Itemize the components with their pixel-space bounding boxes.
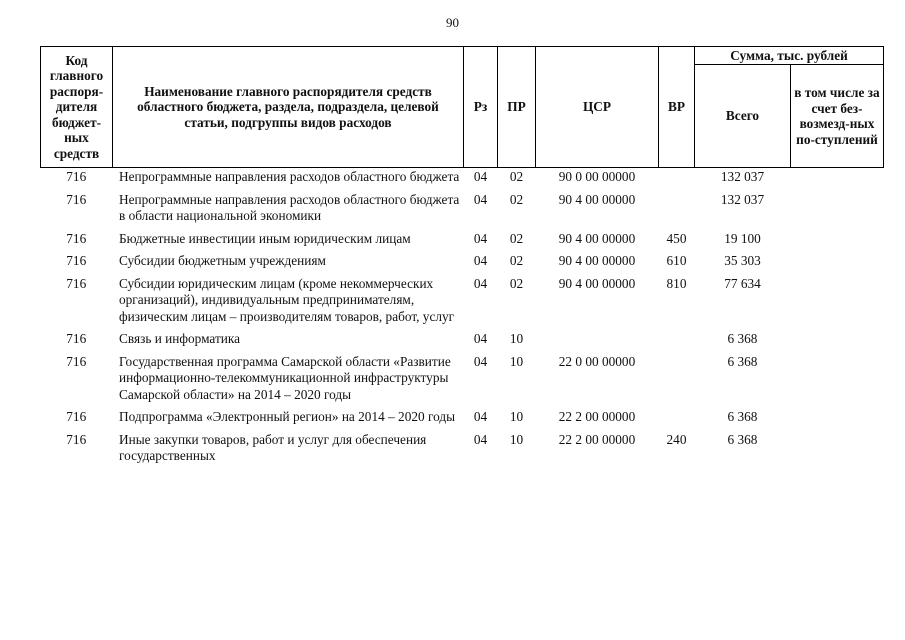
code-cell: 716: [66, 409, 87, 424]
pr-cell: 10: [509, 331, 524, 346]
rz-cell: 04: [473, 331, 488, 346]
including-cell: [791, 354, 884, 410]
header-total-text: Всего: [725, 108, 760, 124]
header-rz: [464, 47, 498, 168]
vr-cell: 810: [666, 275, 687, 291]
header-name-text: Наименование главного распорядителя средств областного бюджета, раздела, подраздела, целевой статьи, подгруппы видов расходов: [137, 83, 439, 130]
including-cell: [791, 331, 884, 354]
pr-cell: 02: [509, 275, 524, 291]
csr-cell: 22 2 00 00000: [558, 409, 636, 424]
name-cell: Субсидии юридическим лицам (кроме некоммерческих организаций), индивидуальным предпринимателям, физическим лицам – производителям товаров, работ, услуг: [119, 275, 455, 324]
header-total: [695, 65, 791, 168]
including-cell: [791, 409, 884, 432]
code-cell: 716: [66, 230, 87, 246]
rz-cell: 04: [473, 191, 488, 207]
header-csr-text: ЦСР: [582, 99, 612, 115]
total-cell: 6 368: [727, 353, 758, 369]
table-body: [41, 168, 884, 471]
name-cell: Бюджетные инвестиции иным юридическим лицам: [119, 230, 411, 246]
name-cell: Государственная программа Самарской области «Развитие информационно-телекоммуникационной инфраструктуры Самарской области» на 2014 – 2020 годы: [119, 353, 451, 402]
name-cell: Связь и информатика: [119, 331, 241, 346]
code-cell: 716: [66, 169, 87, 184]
total-cell: 132 037: [720, 169, 765, 184]
code-cell: 716: [66, 331, 87, 346]
header-including: [791, 65, 884, 168]
including-cell: [791, 231, 884, 254]
including-cell: [791, 168, 884, 192]
vr-cell: [659, 331, 695, 354]
header-rz-text: Рз: [473, 99, 488, 115]
total-cell: 132 037: [720, 191, 765, 207]
table-row: [41, 168, 884, 192]
rz-cell: 04: [473, 431, 488, 447]
rz-cell: 04: [473, 275, 488, 291]
vr-cell: [659, 409, 695, 432]
header-csr: [536, 47, 659, 168]
pr-cell: 10: [509, 353, 524, 369]
name-cell: Подпрограмма «Электронный регион» на 2014 – 2020 годы: [119, 409, 456, 424]
csr-cell: 90 4 00 00000: [558, 253, 636, 268]
total-cell: 6 368: [727, 331, 758, 346]
csr-cell: [536, 331, 659, 354]
code-cell: 716: [66, 431, 87, 447]
pr-cell: 02: [509, 230, 524, 246]
code-cell: 716: [66, 275, 87, 291]
including-cell: [791, 253, 884, 276]
vr-cell: 610: [666, 253, 687, 268]
table-row: [41, 432, 884, 471]
csr-cell: 22 2 00 00000: [558, 431, 636, 447]
csr-cell: 90 0 00 00000: [558, 169, 636, 184]
table-row: [41, 331, 884, 354]
code-cell: 716: [66, 353, 87, 369]
code-cell: 716: [66, 253, 87, 268]
page-number: 90: [446, 15, 459, 30]
pr-cell: 10: [509, 431, 524, 447]
table-row: [41, 409, 884, 432]
table-row: [41, 354, 884, 410]
name-cell: Субсидии бюджетным учреждениям: [119, 253, 326, 268]
header-vr-text: ВР: [668, 99, 685, 115]
total-cell: 35 303: [724, 253, 761, 268]
including-cell: [791, 192, 884, 231]
csr-cell: 22 0 00 00000: [558, 353, 636, 369]
rz-cell: 04: [473, 409, 488, 424]
rz-cell: 04: [473, 230, 488, 246]
pr-cell: 10: [509, 409, 524, 424]
csr-cell: 90 4 00 00000: [558, 191, 636, 207]
rz-cell: 04: [473, 353, 488, 369]
header-pr-text: ПР: [507, 99, 526, 115]
total-cell: 77 634: [724, 275, 761, 291]
vr-cell: [659, 192, 695, 231]
name-cell: Непрограммные направления расходов областного бюджета в области национальной экономики: [119, 191, 460, 223]
header-sum: [695, 47, 884, 65]
vr-cell: 240: [666, 431, 687, 447]
code-cell: 716: [66, 191, 87, 207]
table-row: [41, 192, 884, 231]
budget-table: [40, 46, 884, 471]
total-cell: 19 100: [724, 230, 761, 246]
header-sum-text: Сумма, тыс. рублей: [730, 47, 848, 63]
table-row: [41, 276, 884, 332]
name-cell: Иные закупки товаров, работ и услуг для обеспечения государственных: [119, 431, 427, 463]
rz-cell: 04: [473, 253, 488, 268]
pr-cell: 02: [509, 253, 524, 268]
header-including-text: в том числе за счет без-возмезд-ных по-ступлений: [794, 85, 880, 147]
including-cell: [791, 432, 884, 471]
header-pr: [498, 47, 536, 168]
pr-cell: 02: [509, 191, 524, 207]
header-code: [41, 47, 113, 168]
table-row: [41, 253, 884, 276]
csr-cell: 90 4 00 00000: [558, 230, 636, 246]
vr-cell: 450: [666, 230, 687, 246]
header-name: [113, 47, 464, 168]
pr-cell: 02: [509, 169, 524, 184]
header-code-text: Код главного распоря-дителя бюджет-ных средств: [49, 52, 104, 161]
csr-cell: 90 4 00 00000: [558, 275, 636, 291]
header-vr: [659, 47, 695, 168]
total-cell: 6 368: [727, 409, 758, 424]
rz-cell: 04: [473, 169, 488, 184]
vr-cell: [659, 354, 695, 410]
name-cell: Непрограммные направления расходов областного бюджета: [119, 169, 460, 184]
including-cell: [791, 276, 884, 332]
total-cell: 6 368: [727, 431, 758, 447]
vr-cell: [659, 168, 695, 192]
table-row: [41, 231, 884, 254]
